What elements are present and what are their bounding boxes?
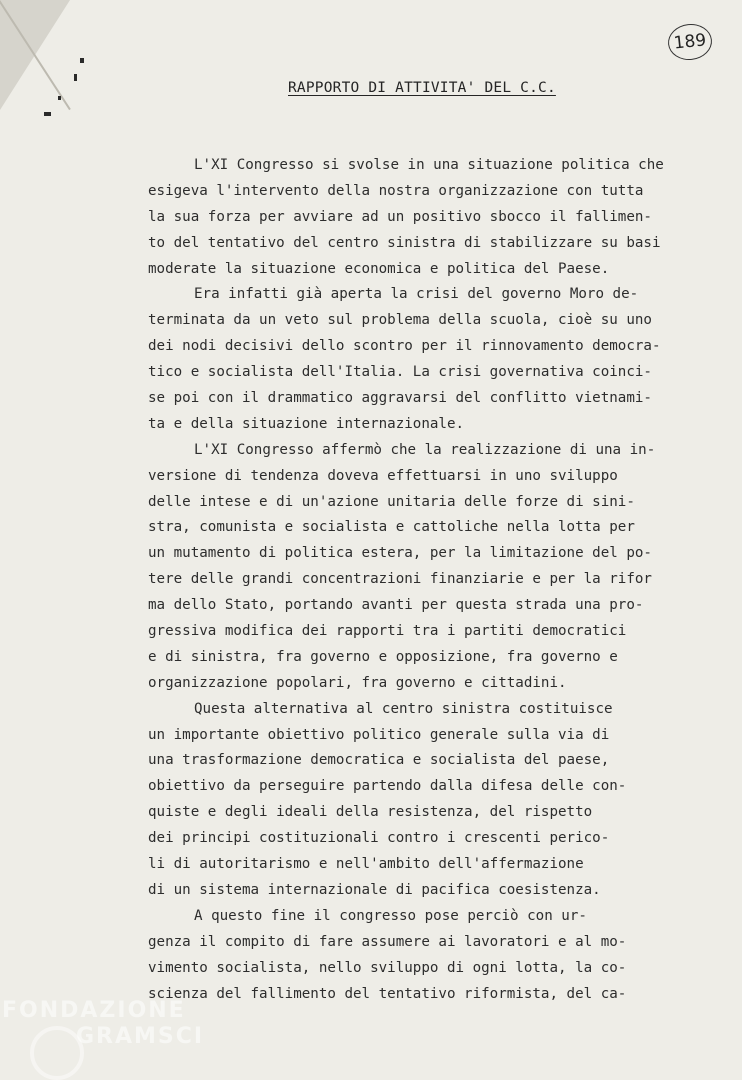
watermark-line-2: GRAMSCI (76, 1024, 205, 1049)
text-line: e di sinistra, fra governo e opposizione, fra governo e (148, 648, 618, 665)
text-line: Era infatti già aperta la crisi del governo Moro de- (194, 286, 639, 303)
text-line: li di autoritarismo e nell'ambito dell'affermazione (148, 856, 584, 873)
text-line: L'XI Congresso affermò che la realizzazione di una in- (194, 441, 656, 458)
text-line: tico e socialista dell'Italia. La crisi governativa coinci- (148, 364, 652, 381)
text-line: quiste e degli ideali della resistenza, del rispetto (148, 804, 593, 821)
text-line: la sua forza per avviare ad un positivo sbocco il fallimen- (148, 208, 652, 225)
text-line: un mutamento di politica estera, per la limitazione del po- (148, 545, 652, 562)
ink-mark (44, 112, 51, 116)
document-title: RAPPORTO DI ATTIVITA' DEL C.C. (288, 80, 556, 96)
ink-mark (74, 74, 77, 81)
ink-mark (80, 58, 84, 63)
text-line: ma dello Stato, portando avanti per questa strada una pro- (148, 597, 644, 614)
typed-text-body (148, 153, 708, 1007)
text-line: genza il compito di fare assumere ai lavoratori e al mo- (148, 933, 627, 950)
folio-number: 189 (666, 22, 714, 62)
watermark (2, 998, 204, 1050)
text-line: ta e della situazione internazionale. (148, 415, 465, 432)
text-line: Questa alternativa al centro sinistra costituisce (194, 700, 613, 717)
text-line: gressiva modifica dei rapporti tra i partiti democratici (148, 623, 627, 640)
text-line: un importante obiettivo politico generale sulla via di (148, 726, 610, 743)
ink-mark (58, 96, 61, 100)
text-line: obiettivo da perseguire partendo dalla difesa delle con- (148, 778, 627, 795)
text-line: delle intese e di un'azione unitaria delle forze di sini- (148, 493, 635, 510)
text-line: tere delle grandi concentrazioni finanziarie e per la rifor (148, 571, 652, 588)
text-line: L'XI Congresso si svolse in una situazione politica che (194, 157, 664, 173)
watermark-line-1: FONDAZIONE (2, 998, 186, 1023)
text-line: scienza del fallimento del tentativo riformista, del ca- (148, 985, 627, 1002)
text-line: to del tentativo del centro sinistra di stabilizzare su basi (148, 234, 661, 251)
text-line: di un sistema internazionale di pacifica coesistenza. (148, 881, 601, 898)
text-line: organizzazione popolari, fra governo e cittadini. (148, 674, 567, 691)
text-line: se poi con il drammatico aggravarsi del conflitto vietnami- (148, 390, 652, 407)
text-line: esigeva l'intervento della nostra organizzazione con tutta (148, 182, 644, 199)
text-line: vimento socialista, nello sviluppo di ogni lotta, la co- (148, 959, 627, 976)
text-line: terminata da un veto sul problema della scuola, cioè su uno (148, 312, 652, 329)
text-line: dei nodi decisivi dello scontro per il rinnovamento democra- (148, 338, 661, 355)
text-line: A questo fine il congresso pose perciò con ur- (194, 907, 587, 924)
text-line: una trasformazione democratica e socialista del paese, (148, 752, 610, 769)
text-line: versione di tendenza doveva effettuarsi in uno sviluppo (148, 467, 618, 484)
text-line: dei principi costituzionali contro i crescenti perico- (148, 830, 610, 847)
text-line: moderate la situazione economica e politica del Paese. (148, 260, 610, 277)
text-line: stra, comunista e socialista e cattoliche nella lotta per (148, 519, 635, 536)
